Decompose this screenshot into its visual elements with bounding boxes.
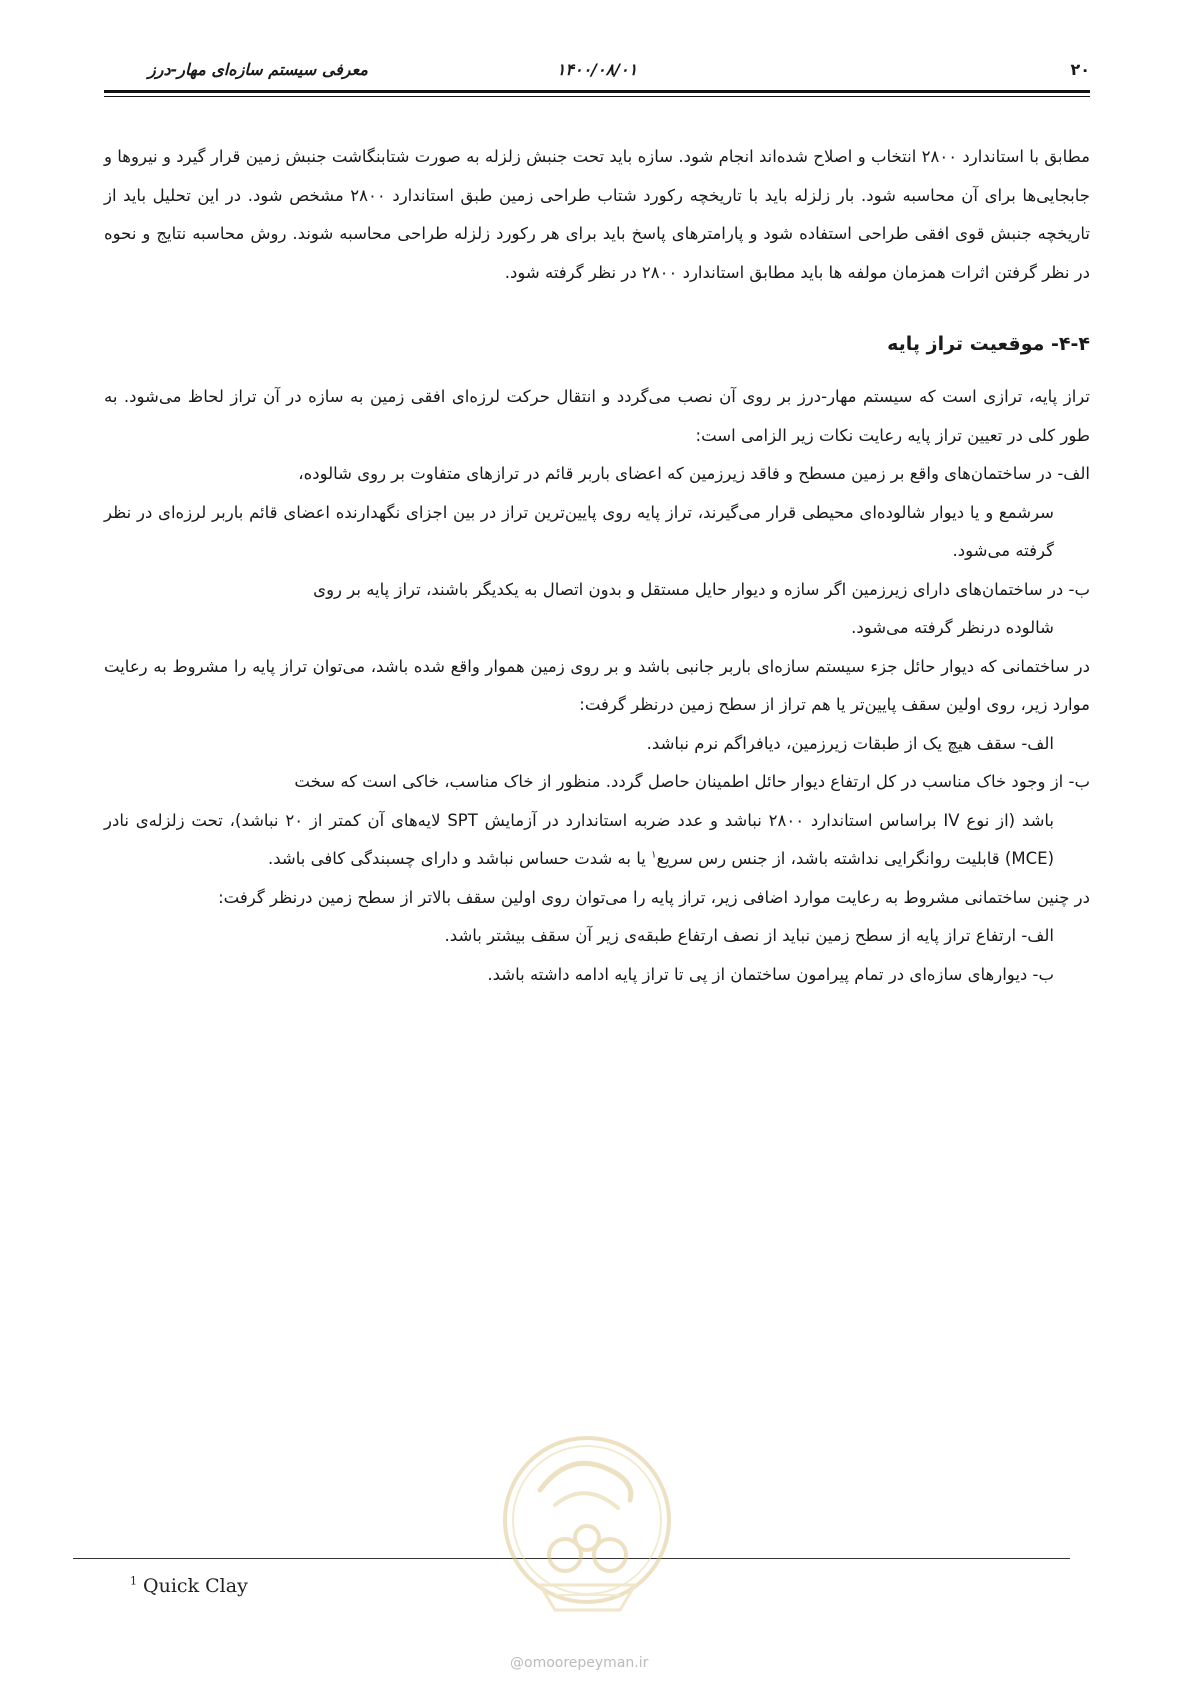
page-body: [104, 138, 1090, 994]
section-heading: ۴-۴- موقعیت تراز پایه: [887, 333, 1090, 355]
footnote-text: Quick Clay: [143, 1575, 248, 1597]
header-date: ۱۴۰۰/۰۸/۰۱: [556, 60, 638, 79]
footnote: [130, 1575, 248, 1597]
watermark-logo-icon: [500, 1420, 675, 1645]
retaining-wall-paragraph: در ساختمانی که دیوار حائل جزء سیستم سازه‌ای باربر جانبی باشد و بر روی زمین هموار واقع شده باشد، می‌توان تراز پایه را مشروط به رعایت موارد زیر، روی اولین سقف پایین‌تر یا هم تراز از سطح زمین درنظر گرفت:: [104, 656, 1090, 714]
condition-a: الف- سقف هیچ یک از طبقات زیرزمین، دیافراگم نرم نباشد.: [646, 733, 1054, 753]
list-item-a-first-line: الف- در ساختمان‌های واقع بر زمین مسطح و فاقد زیرزمین که اعضای باربر قائم در ترازهای متفاوت بر روی شالوده،: [298, 464, 1090, 483]
list-item-b: [104, 571, 1090, 648]
header-rule-thin: [104, 96, 1090, 97]
watermark-url: @omoorepeyman.ir: [510, 1655, 649, 1671]
page-header: [104, 56, 1090, 86]
extra-condition-a: الف- ارتفاع تراز پایه از سطح زمین نباید از نصف ارتفاع طبقه‌ی زیر آن سقف بیشتر باشد.: [444, 926, 1054, 945]
condition-b-text-1: باشد (از نوع IV براساس استاندارد ۲۸۰۰ نباشد و عدد ضربه استاندارد در آزمایش SPT لایه‌های آن کمتر از ۲۰ نباشد)، تحت زلزله‌ی نادر (MCE) قابلیت روانگرایی نداشته باشد، از جنس رس سریع: [104, 810, 1055, 868]
condition-b-first-line: ب- از وجود خاک مناسب در کل ارتفاع دیوار حائل اطمینان حاصل گردد. منظور از خاک مناسب، خاکی است که سخت: [294, 772, 1090, 791]
condition-b-continuation: [104, 802, 1090, 879]
list-item-b-first-line: ب- در ساختمان‌های دارای زیرزمین اگر سازه و دیوار حایل مستقل و بدون اتصال به یکدیگر باشند، تراز پایه بر روی: [313, 579, 1090, 599]
condition-b: [104, 763, 1090, 879]
intro-paragraph: مطابق با استاندارد ۲۸۰۰ انتخاب و اصلاح شده‌اند انجام شود. سازه باید تحت جنبش زلزله به صورت شتابنگاشت جنبش زمین قرار گیرد و نیروها و جابجایی‌ها برای آن محاسبه شود. بار زلزله باید با تاریخچه رکورد شتاب طراحی زمین طبق استاندارد ۲۸۰۰ مشخص شود. در این تحلیل باید از تاریخچه جنبش قوی افقی طراحی استفاده شود و پارامترهای پاسخ باید برای هر رکورد زلزله طراحی محاسبه شوند. روش محاسبه نتایج و نحوه در نظر گرفتن اثرات همزمان مولفه ها باید مطابق استاندارد ۲۸۰۰ در نظر گرفته شود.: [104, 147, 1090, 282]
list-item-a-continuation: سرشمع و یا دیوار شالوده‌ای محیطی قرار می‌گیرند، تراز پایه روی پایین‌ترین تراز در بین اجزای نگهدارنده اعضای قائم باربر لرزه‌ای در نظر گرفته می‌شود.: [104, 502, 1054, 560]
list-item-b-continuation: شالوده درنظر گرفته می‌شود.: [851, 618, 1054, 637]
list-item-a: [104, 455, 1090, 571]
footnote-reference[interactable]: ۱: [651, 849, 657, 861]
footnote-marker: 1: [130, 1574, 137, 1588]
header-title: معرفی سیستم سازه‌ای مهار-درز: [148, 60, 368, 79]
header-rule-thick: [104, 90, 1090, 93]
extra-condition-b: ب- دیوارهای سازه‌ای در تمام پیرامون ساختمان از پی تا تراز پایه ادامه داشته باشد.: [487, 964, 1054, 984]
condition-b-text-2: یا به شدت حساس نباشد و دارای چسبندگی کافی باشد.: [268, 849, 652, 868]
additional-conditions-paragraph: در چنین ساختمانی مشروط به رعایت موارد اضافی زیر، تراز پایه را می‌توان روی اولین سقف بالاتر از سطح زمین درنظر گرفت:: [218, 887, 1090, 907]
base-level-paragraph: تراز پایه، ترازی است که سیستم مهار-درز بر روی آن نصب می‌گردد و انتقال حرکت لرزه‌ای افقی زمین به سازه در آن تراز لحاظ می‌شود. به طور کلی در تعیین تراز پایه رعایت نکات زیر الزامی است:: [104, 387, 1090, 445]
page-number: ۲۰: [1070, 60, 1090, 79]
